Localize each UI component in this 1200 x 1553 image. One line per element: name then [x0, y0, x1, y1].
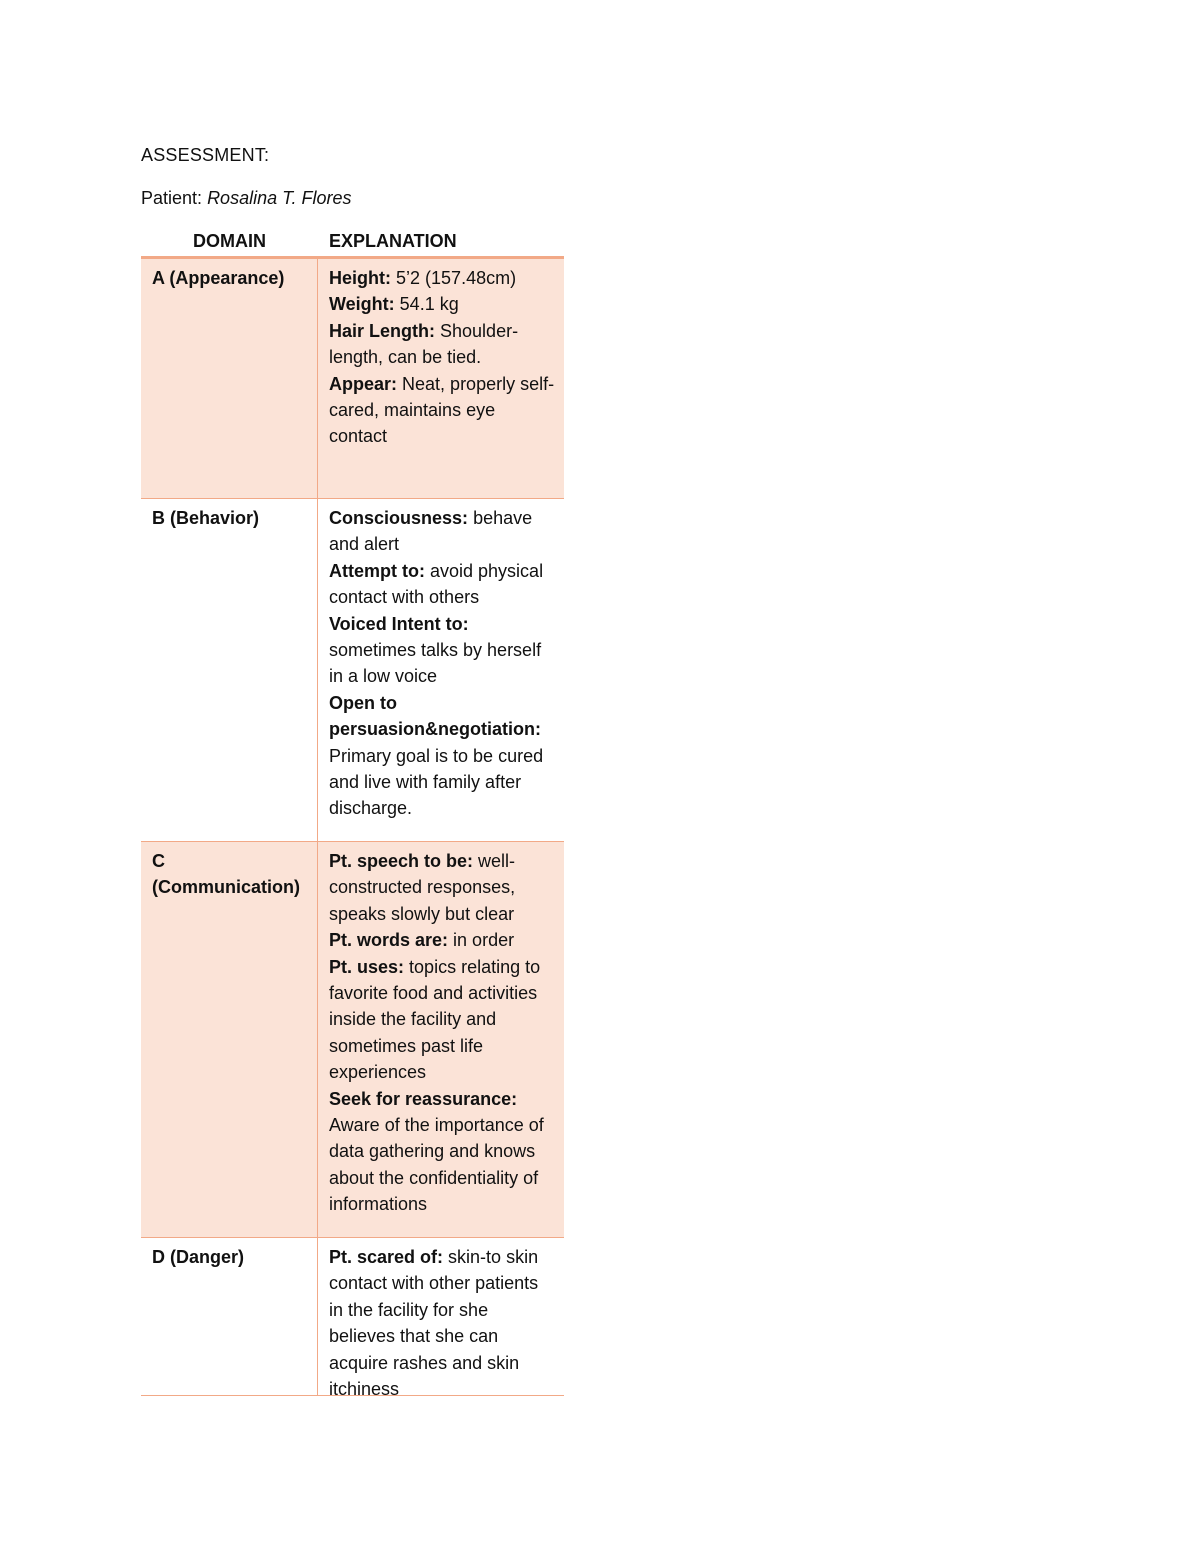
explanation-item [329, 291, 556, 317]
item-text: skin-to skin contact with other patients in the facility for she believes that she can acquire rashes and skin itchiness [329, 1247, 539, 1400]
item-text: behave and alert [329, 508, 533, 555]
domain-cell: A (Appearance) [141, 259, 318, 498]
item-label: Voiced Intent to: [329, 613, 469, 634]
domain-cell: D (Danger) [141, 1238, 318, 1395]
explanation-item [329, 558, 556, 611]
explanation-item [329, 954, 556, 1086]
explanation-column-header: EXPLANATION [329, 231, 457, 251]
item-label: Weight: [329, 294, 395, 315]
patient-name: Rosalina T. Flores [207, 188, 352, 208]
explanation-item [329, 505, 556, 558]
table-row [141, 842, 564, 1238]
item-text: Primary goal is to be cured and live with family after discharge. [329, 745, 544, 819]
item-text: Shoulder-length, can be tied. [329, 320, 519, 368]
item-label: Attempt to: [329, 560, 425, 581]
patient-label: Patient: [141, 188, 203, 208]
domain-column-header: DOMAIN [193, 231, 266, 251]
explanation-item [329, 318, 556, 371]
item-label: Height: [329, 268, 391, 288]
item-label: Hair Length: [329, 320, 435, 341]
item-text: well-constructed responses, speaks slowly but clear [329, 851, 516, 924]
item-label: Consciousness: [329, 508, 469, 528]
item-label: Pt. words are: [329, 930, 449, 951]
table-header-row [141, 228, 564, 259]
explanation-item [329, 1086, 556, 1218]
explanation-cell [318, 842, 564, 1237]
explanation-item [329, 371, 556, 450]
item-text: 5’2 (157.48cm) [396, 268, 517, 288]
explanation-cell [318, 1238, 564, 1400]
item-text: avoid physical contact with others [329, 560, 544, 608]
item-label: Open to persuasion&negotiation: [329, 692, 542, 740]
explanation-item [329, 611, 556, 690]
item-label: Pt. uses: [329, 956, 405, 977]
item-text: 54.1 kg [399, 294, 459, 315]
explanation-item [329, 927, 556, 953]
item-text: Neat, properly self-cared, maintains eye contact [329, 373, 555, 447]
item-label: Appear: [329, 373, 398, 394]
domain-cell: B (Behavior) [141, 499, 318, 841]
item-text: Aware of the importance of data gathering and knows about the confidentiality of informations [329, 1115, 544, 1215]
assessment-table [141, 228, 564, 1400]
explanation-item [329, 1244, 556, 1402]
item-label: Seek for reassurance: [329, 1088, 518, 1109]
item-text: sometimes talks by herself in a low voice [329, 640, 542, 687]
item-text: in order [453, 930, 515, 951]
explanation-item [329, 690, 556, 822]
explanation-cell [318, 499, 564, 841]
explanation-item [329, 265, 556, 291]
explanation-item [329, 848, 556, 927]
item-label: Pt. speech to be: [329, 851, 474, 871]
item-label: Pt. scared of: [329, 1247, 444, 1267]
table-row [141, 1238, 564, 1400]
table-row [141, 259, 564, 499]
patient-line [141, 188, 351, 209]
explanation-cell [318, 259, 564, 498]
domain-cell: C (Communication) [141, 842, 318, 1237]
item-text: topics relating to favorite food and activities inside the facility and sometimes past life experiences [329, 956, 541, 1083]
table-row [141, 499, 564, 842]
assessment-heading: ASSESSMENT: [141, 145, 270, 165]
